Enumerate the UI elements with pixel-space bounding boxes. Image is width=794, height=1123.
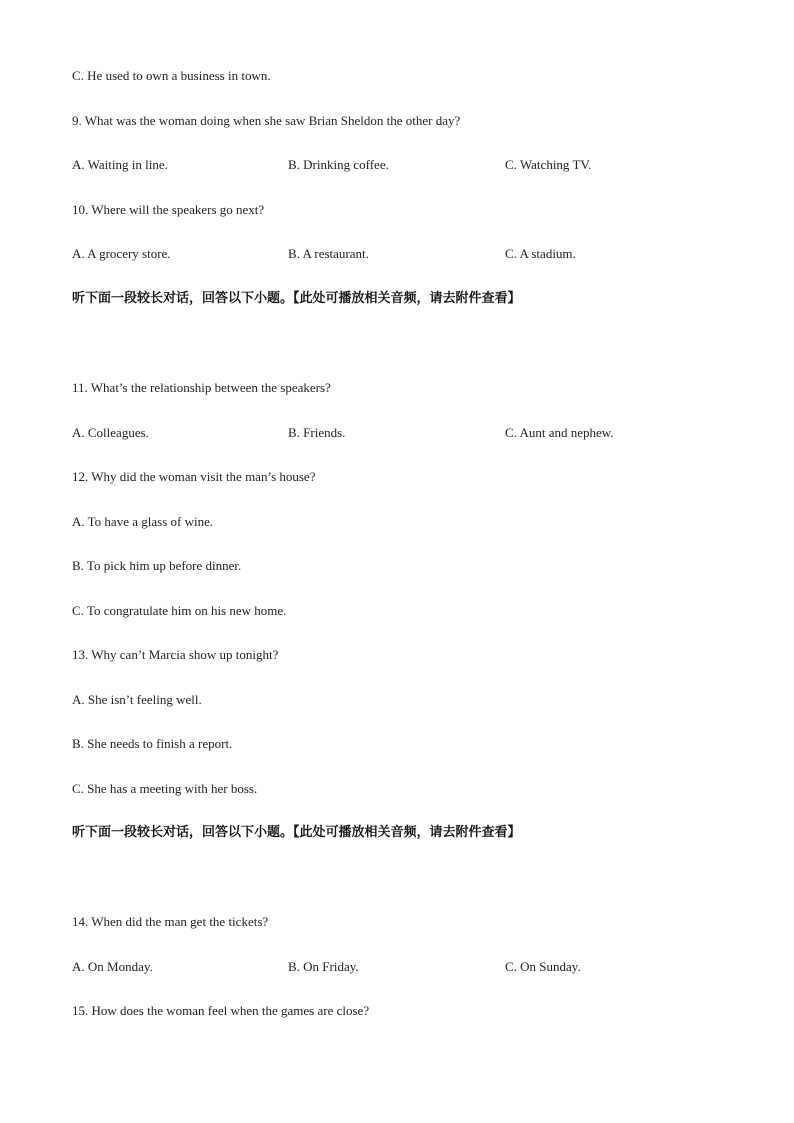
q11-option-c: C. Aunt and nephew.: [505, 425, 614, 440]
question-11: 11. What’s the relationship between the speakers?: [72, 380, 331, 395]
q13-option-a: A. She isn’t feeling well.: [72, 692, 202, 707]
q14-option-c: C. On Sunday.: [505, 959, 581, 974]
q9-option-c: C. Watching TV.: [505, 157, 592, 172]
listening-instruction-2: 听下面一段较长对话，回答以下小题。【此处可播放相关音频，请去附件查看】: [72, 825, 521, 840]
question-12: 12. Why did the woman visit the man’s house?: [72, 469, 316, 484]
q14-option-a: A. On Monday.: [72, 959, 153, 974]
q11-options: [72, 425, 722, 441]
question-9: 9. What was the woman doing when she saw Brian Sheldon the other day?: [72, 113, 461, 128]
q12-option-c: C. To congratulate him on his new home.: [72, 603, 287, 618]
question-15: 15. How does the woman feel when the games are close?: [72, 1003, 370, 1018]
q13-option-c: C. She has a meeting with her boss.: [72, 781, 258, 796]
question-13: 13. Why can’t Marcia show up tonight?: [72, 647, 279, 662]
q11-option-a: A. Colleagues.: [72, 425, 149, 440]
q10-option-c: C. A stadium.: [505, 246, 576, 261]
q10-option-b: B. A restaurant.: [288, 246, 369, 261]
question-10: 10. Where will the speakers go next?: [72, 202, 265, 217]
question-14: 14. When did the man get the tickets?: [72, 914, 269, 929]
q11-option-b: B. Friends.: [288, 425, 346, 440]
q12-option-a: A. To have a glass of wine.: [72, 514, 214, 529]
q8-option-c: C. He used to own a business in town.: [72, 68, 271, 83]
q9-options: [72, 157, 722, 173]
q12-option-b: B. To pick him up before dinner.: [72, 558, 242, 573]
q10-option-a: A. A grocery store.: [72, 246, 171, 261]
q13-option-b: B. She needs to finish a report.: [72, 736, 233, 751]
q9-option-a: A. Waiting in line.: [72, 157, 168, 172]
listening-instruction-1: 听下面一段较长对话，回答以下小题。【此处可播放相关音频，请去附件查看】: [72, 291, 521, 306]
q14-options: [72, 959, 722, 975]
q9-option-b: B. Drinking coffee.: [288, 157, 389, 172]
q14-option-b: B. On Friday.: [288, 959, 359, 974]
q10-options: [72, 246, 722, 262]
